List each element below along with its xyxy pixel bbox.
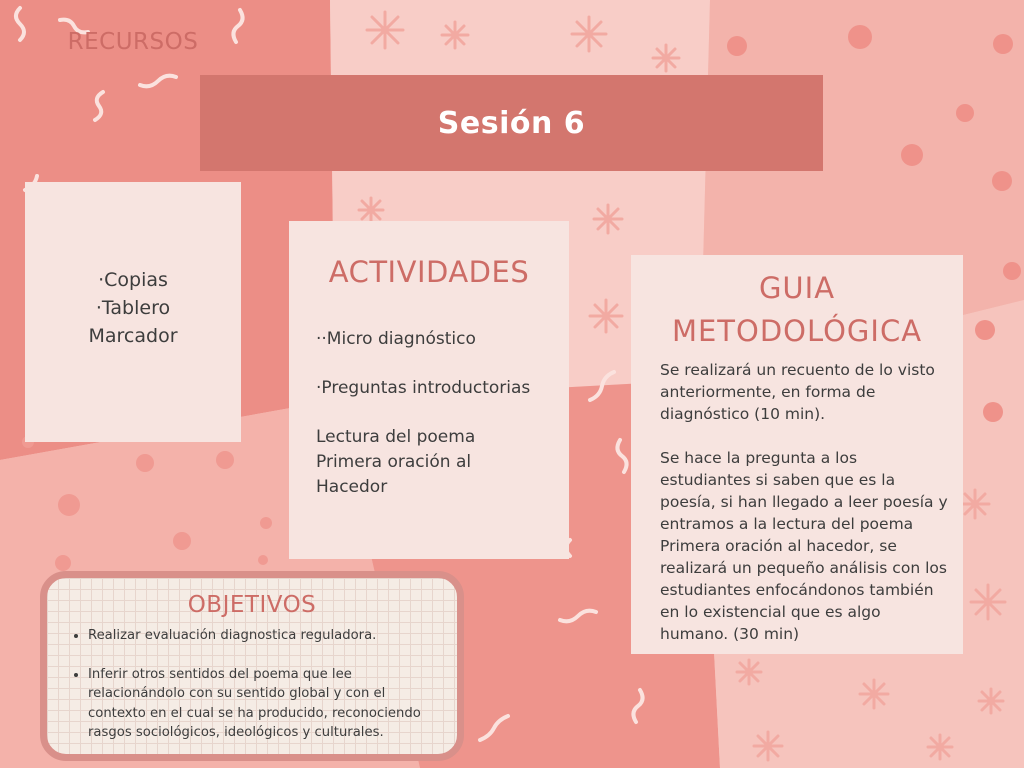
objectives-heading: OBJETIVOS: [187, 592, 317, 618]
methodology-heading: [631, 267, 963, 353]
methodology-heading-line2: METODOLÓGICA: [671, 314, 923, 348]
objectives-list: [64, 626, 447, 743]
activities-item: ··Micro diagnóstico: [316, 329, 476, 349]
methodology-paragraph: Se hace la pregunta a los estudiantes si saben que es la poesía, si han llegado a leer poesía y entramos a la lectura del poema Primera oración al hacedor, se realizará un pequeño análisis con los estudiantes enfocándonos también en lo existencial que es algo humano. (30 min): [660, 449, 948, 643]
activities-list: [316, 327, 561, 500]
resources-item: ·Tablero: [95, 297, 171, 319]
activities-heading: ACTIVIDADES: [328, 255, 530, 289]
methodology-body: [660, 359, 951, 667]
methodology-card: [631, 255, 963, 654]
objectives-card: [40, 571, 464, 761]
methodology-heading-line1: GUIA: [758, 271, 836, 305]
activities-card: [289, 221, 569, 559]
methodology-paragraph: Se realizará un recuento de lo visto anteriormente, en forma de diagnóstico (10 min).: [660, 361, 935, 423]
resources-item: ·Copias: [98, 269, 168, 291]
resources-heading: RECURSOS: [67, 29, 199, 55]
objectives-item: • Inferir otros sentidos del poema que lee relacionándolo con su sentido global y con el contexto en el cual se ha producido, reconociendo rasgos sociológicos, ideológicos y culturales.: [88, 665, 447, 743]
activities-item: Lectura del poema Primera oración al Hacedor: [316, 427, 476, 497]
objectives-item: • Realizar evaluación diagnostica reguladora.: [88, 626, 447, 646]
resources-item: Marcador: [88, 325, 178, 347]
resources-list: [25, 266, 241, 350]
activities-item: ·Preguntas introductorias: [316, 378, 531, 398]
title-banner: [200, 75, 823, 171]
resources-card: [25, 29, 241, 442]
page-title: Sesión 6: [437, 105, 586, 141]
